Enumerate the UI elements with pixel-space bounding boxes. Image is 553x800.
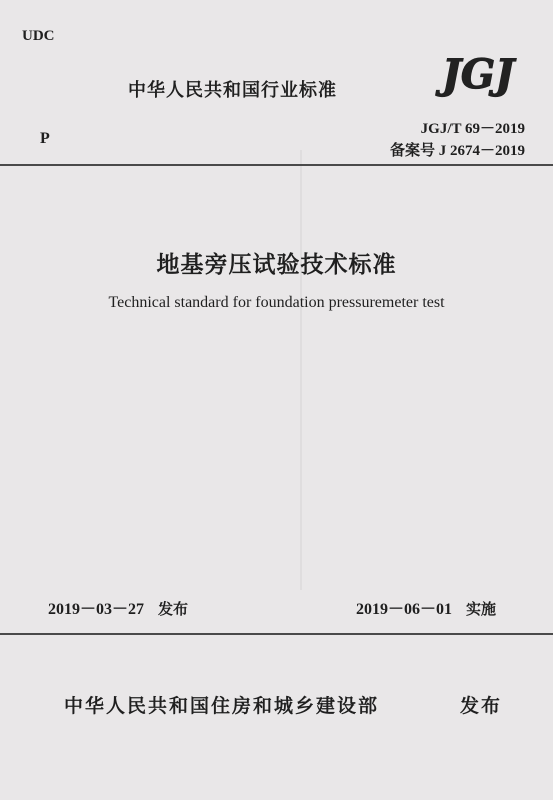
issuer-action: 发布 [460,695,503,717]
issuer: 中华人民共和国住房和城乡建设部 [64,695,380,717]
implementation-date-line [356,596,496,619]
standard-number: JGJ/T 69－2019 [420,121,525,137]
classification-code: P [40,130,50,147]
issue-date-line [48,596,188,619]
paper-fold-shade [300,150,302,590]
top-divider [0,164,553,166]
standard-type: 中华人民共和国行业标准 [128,80,337,101]
jgj-logo [428,46,528,102]
svg-text:JGJ: JGJ [441,51,515,98]
issue-date: 2019－03－27 [48,601,145,618]
implementation-label: 实施 [466,600,497,618]
title-chinese: 地基旁压试验技术标准 [156,252,397,278]
udc-label: UDC [22,28,55,44]
bottom-divider [0,633,553,635]
implementation-date: 2019－06－01 [356,601,453,618]
title-english: Technical standard for foundation pressuremeter test [108,294,445,311]
issue-label: 发布 [158,600,189,618]
record-number: 备案号 J 2674－2019 [389,143,525,159]
